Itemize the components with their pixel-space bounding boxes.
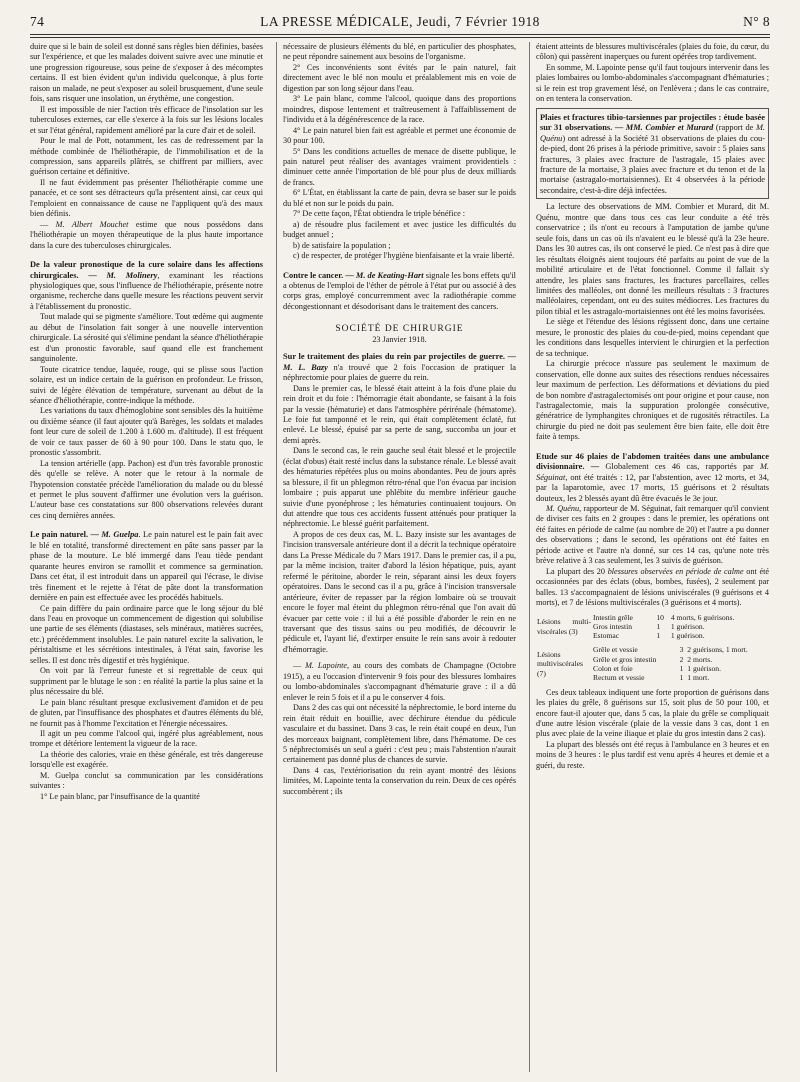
paragraph: Dans le premier cas, le blessé était atteint à la fois d'une plaie du rein droit et du foie : l'hémorragie était abondante, se faisant à la fois par la vessie (hématurie) et dans l'atmosphère périrénale (hématome). Le foie fut tamponné et le rein, qui était complètement éclaté, fut enlevé. Le blessé, épuisé par sa perte de sang, succomba un jour et demi après. <box>283 383 516 445</box>
paragraph: Tout malade qui se pigmente s'améliore. Tout œdème qui augmente au début de l'insolation fait songer à une nouvelle intervention chirurgicale. La sérosité qui s'élimine pendant la séance d'héliothérapie est d'un pronostic favorable, sauf quand elle est franchement sanguinolente. <box>30 312 263 364</box>
table-cell: 1 <box>679 673 684 683</box>
society-title: SOCIÉTÉ DE CHIRURGIE <box>335 324 464 335</box>
paragraph: b) de satisfaire la population ; <box>293 240 391 250</box>
author-name: M. L. Bazy <box>283 362 328 372</box>
paragraph: A propos de ces deux cas, M. L. Bazy insiste sur les avantages de l'incision transversale antérieure dont il a décrit la technique opératoire dans La Presse Médicale du 7 Mars 1917. Dans le premier cas, il a pu, par la même incision, traiter d'abord la lésion hépatique, puis, ayant refermé le péritoine, aborder le rein, séparant ainsi les deux foyers opératoires. Dans le second cas il a pu, grâce à l'incision transversale antérieure, éviter de repasser par la région lombaire où se trouvait encore le foyer mal éteint du phlegmon rétro-rénal que l'on avait dû évacuer par cette voie : il lui a été possible d'aborder le rein en ne traversant que des tissus sains ou peu modifiés, de découvrir le pédicule et, l'ayant lié, d'extirper ensuite le rein sans avoir à redouter d'hémorragie. <box>283 529 516 654</box>
issue-number: N° 8 <box>743 14 770 29</box>
paragraph: La théorie des calories, vraie en thèse générale, est très dangereuse lorsqu'elle est exagérée. <box>30 749 263 770</box>
author-name: MM. Combier et Murard <box>625 123 714 133</box>
paragraph: Ce pain diffère du pain ordinaire parce que le long séjour du blé dans l'eau en provoque un commencement de digestion qui solubilise une partie de ses éléments (diastases, sels minéraux, matières sucrées, etc.) précédemment insolubles. Le pain naturel excite la salivation, le péristaltisme et les sécrétions intestinales, à l'état sain, favorise les selles. Il est donc très digestif et très hygiénique. <box>30 603 263 665</box>
column-1 <box>30 42 263 1078</box>
paragraph: 4° Le pain naturel bien fait est agréable et permet une économie de 30 pour 100. <box>283 125 516 146</box>
column-3 <box>536 42 769 1078</box>
paragraph: M. Quénu, rapporteur de M. Séguinat, fait remarquer qu'il convient de diviser ces faits en 2 groupes : dans le premier, les opérations ont été faites en période de calme (au nombre de 20) et l'autre a pu donner des observations ; dans le second, les opérations ont été faites en période active et l'autre n'a donné, sur ces 14 cas, qu'une note très brève relative à 3 cas seulement, les 3 suivis de guérison. <box>536 504 769 566</box>
paragraph: a) de résoudre plus facilement et avec justice les difficultés du budget annuel ; <box>283 219 516 240</box>
section-heading: Contre le cancer. — M. de Keating-Hart signale les bons effets qu'il a obtenus de l'emploi de l'éther de pétrole à l'état pur ou associé à des corps gras, employé concurremment avec la radiothérapie comme décongestionnant et désodorisant dans le traitement des cancers. <box>283 270 516 311</box>
column-divider <box>529 42 530 1072</box>
table-cell: 2 morts. <box>687 654 713 664</box>
table-cell: 1 guérison. <box>687 664 721 674</box>
session-date: 23 Janvier 1918. <box>372 334 427 344</box>
paragraph: La plupart des blessés ont été reçus à l'ambulance en 3 heures et en moins de 3 heures : le plus tardif est venu après 4 heures et demie et a guéri, du reste. <box>536 739 769 770</box>
author-name: M. Quénu <box>546 504 580 514</box>
paragraph: 5° Dans les conditions actuelles de menace de disette publique, le pain naturel peut réaliser des avantages vraiment providentiels : diminuer cette année l'importation de blé pour plus de deux milliards de francs. <box>283 146 516 187</box>
paragraph: Pour le mal de Pott, notamment, les cas de redressement par la méthode combinée de l'héliothérapie, de l'immobilisation et de la compression, sans appareils plâtrés, se chiffrent par milliers, avec guérison certaine et définitive. <box>30 136 263 177</box>
author-name: M. Lapointe <box>305 661 347 671</box>
table-cell: 4 morts, 6 guérisons. <box>670 612 735 622</box>
table-cell: 1 mort. <box>687 673 710 683</box>
paragraph: On voit par là l'erreur funeste et si regrettable de ceux qui suppriment par le blutage le son : en réalité la partie la plus saine et la plus nécessaire du blé. <box>30 666 263 697</box>
paragraph: — M. Albert Mouchet estime que nous possédons dans l'héliothérapie un moyen thérapeutique de la plus haute importance dans la cure des tuberculoses chirurgicales. <box>30 219 263 250</box>
paragraph: La plupart des 20 blessures observées en période de calme ont été occasionnées par des éclats (obus, bombes, fusées), 2 seulement par balles. 13 s'accompagnaient de lésions univiscérales (9 guérisons et 4 morts), et 7 de lésions multiviscérales (3 guérisons et 4 morts). <box>536 566 769 608</box>
table-cell: 2 guérisons, 1 mort. <box>687 645 748 655</box>
header-rule <box>30 34 770 35</box>
table-cell: 10 <box>656 612 664 622</box>
paragraph: 2° Ces inconvénients sont évités par le pain naturel, fait directement avec le blé non moulu et préalablement mis en voie de digestion par son long séjour dans l'eau. <box>283 62 516 93</box>
section-box <box>536 108 769 200</box>
results-table-1 <box>536 613 769 641</box>
table-cell: Estomac <box>593 631 620 641</box>
paragraph: étaient atteints de blessures multiviscérales (plaies du foie, du cœur, du côlon) qui passèrent inaperçues ou furent opérées trop tardivement. <box>536 42 769 62</box>
page-number: 74 <box>30 14 45 29</box>
table-cell: 1 <box>656 621 661 631</box>
table-cell: Grêle et vessie <box>593 645 638 655</box>
paragraph: — M. Lapointe, au cours des combats de Champagne (Octobre 1915), a eu l'occasion d'intervenir 9 fois pour des blessures lombaires ou lombo-abdominales s'accompagnant d'hématurie grave : il a dû enlever le rein 5 fois et il a pu le conserver 4 fois. <box>283 661 516 702</box>
section-heading: Etude sur 46 plaies de l'abdomen traitées dans une ambulance divisionnaire. — Globalement ces 46 cas, rapportés par M. Séguinat, ont été traités : 12, par l'abstention, avec 12 morts, et 34, par la laparotomie, avec 17 morts, 15 guérisons et 2 résultats douteux, les 2 blessés ayant dû être évacués le 3e jour. <box>536 451 769 503</box>
paragraph: 1° Le pain blanc, par l'insuffisance de la quantité <box>40 791 200 801</box>
section-heading: Plaies et fractures tibio-tarsiennes par projectiles : étude basée sur 31 observations. — MM. Combier et Murard (rapport de M. Quénu) ont adressé à la Société 31 observations de plaies du cou-de-pied, dont 26 prises à la période primitive, savoir : 5 plaies sans fractures, 3 plaies avec fracture de l'astragale, 15 plaies avec fracture de la mortaise, 3 plaies avec fracture et du tenon et de la mortaise (astragalo-mortaisiennes). Et 4 observées à la période secondaire, c'est-à-dire déjà infectées. <box>540 112 766 195</box>
paragraph: Les variations du taux d'hémoglobine sont sensibles dès la huitième ou dixième séance (il faut ajouter qu'à Barèges, les soldats et malades font leur cure de soleil de 1.200 à 1.600 m. d'altitude). Il est fréquent de voir ce taux passer de 60 à 90 pour 100. Dans le statu quo, le pronostic s'assombrit. <box>30 406 263 458</box>
table-cell: Grêle et gros intestin <box>593 654 657 664</box>
paragraph: Le siège et l'étendue des lésions régissent donc, dans une certaine mesure, le pronostic des plaies du cou-de-pied, moins cependant que les conditions dans lesquelles intervient le chirurgien et la perfection de sa technique. <box>536 317 769 358</box>
paragraph: 7° De cette façon, l'État obtiendra le triple bénéfice : <box>293 209 466 219</box>
paragraph: La tension artérielle (app. Pachon) est d'un très favorable pronostic dès qu'elle se relève. A noter que le retour à la normale de l'hypotension constatée précède l'amélioration du malade ou du blessé et permet le plus souvent d'affirmer une évolution vers la guérison. L'auteur base ces constatations sur 800 observations relevées durant ces cinq dernières années. <box>30 458 263 520</box>
table-cell: Colon et foie <box>593 664 633 674</box>
page-header <box>30 14 770 32</box>
paragraph: c) de respecter, de protéger l'hygiène bienfaisante et la vraie liberté. <box>293 251 515 261</box>
paragraph: Le pain blanc résultant presque exclusivement d'amidon et de peu de gluten, par l'insuffisance des phosphates et d'autres éléments du blé, ne fournit pas à l'homme l'excitation et l'énergie nécessaires. <box>30 697 263 728</box>
column-divider <box>276 42 277 1072</box>
table-cell: Rectum et vessie <box>593 673 645 683</box>
journal-title: LA PRESSE MÉDICALE, Jeudi, 7 Février 1918 <box>260 14 540 29</box>
paragraph: Dans le second cas, le rein gauche seul était blessé et le projectile (éclat d'obus) était resté inclus dans la substance rénale. Le blessé avait des hématuries répétées plus ou moins abondantes. Peu de jours après sa blessure, il fit un phlegmon rétro-rénal que l'on évacua par incision lombaire ; puis apparut une phlébite du membre inférieur gauche suivie d'une pyonéphrose ; les hématuries continuaient toujours. On dut attendre que tous ces accidents fussent atténués pour pratiquer la néphrectomie. Le blessé guérit parfaitement. <box>283 446 516 529</box>
table-cell: 2 <box>679 654 684 664</box>
paragraph: Il est impossible de nier l'action très efficace de l'insolation sur les tuberculoses externes, car elle s'exerce à la fois sur les lésions locales et sur l'état général, rapidement amélioré par la cure d'air et de soleil. <box>30 104 263 135</box>
paragraph: Il ne faut évidemment pas présenter l'héliothérapie comme une panacée, et ce sont ses détracteurs qu'la présentent ainsi, car ceux qui l'emploient en connaissance de cause ne l'appliquent qu'à des maux bien définis. <box>30 177 263 219</box>
paragraph: La lecture des observations de MM. Combier et Murard, dit M. Quénu, montre que dans tous ces cas leur conduite a été très conservatrice ; ils n'ont eu recours à l'amputation de jambe qu'une seule fois, dans un cas où ils n'avaient eu le blessé qu'à la 23e heure. Dans les 30 autres cas, ils ont conservé le pied. Ce n'est pas à dire que les résultats éloignés aient toujours été parfaits au point de vue de la mobilité articulaire et de l'état fonctionnel. Comme il fallait s'y attendre, les plaies sans fractures, les fractures parcellaires, celles limitées des malléoles, ont donné les meilleurs résultats : 3 fractures malléolaires, cependant, ont eu des suites médiocres. Les fractures du pilon tibial et les astragalo-mortaisiennes ont été les moins favorisées. <box>536 202 769 316</box>
paragraph: 6° L'État, en établissant la carte de pain, devra se baser sur le poids du blé et non sur le poids du pain. <box>283 188 516 208</box>
paragraph: Dans 2 des cas qui ont nécessité la néphrectomie, le bord interne du rein était réduit en bouillie, avec déchirure étendue du pédicule vasculaire et du bassinet. Dans 3 cas, le rein était coupé en deux, l'un des morceaux baignant, complètement libre, dans l'hématome. De ces 5 néphrectomisés un seul a guéri : c'est peu ; mais l'abstention n'aurait certainement pas donné plus de chances de survie. <box>283 703 516 765</box>
paragraph: Toute cicatrice tendue, laquée, rouge, qui se plisse sous l'action solaire, est un indice certain de la guérison en profondeur. Le frisson, suivi de légère élévation de température, survenant au début de la séance d'héliothérapie, contre-indique la méthode. <box>30 364 263 405</box>
table-cell: 1 <box>679 664 684 674</box>
table-label: Lésions multiviscérales (7) <box>537 650 583 678</box>
column-2 <box>283 42 516 1078</box>
author-name: M. de Keating-Hart <box>355 270 424 280</box>
table-cell: 1 guérison. <box>670 621 705 631</box>
header-rule-2 <box>30 37 770 38</box>
table-cell: 3 <box>679 645 684 655</box>
table-cell: 1 guérison. <box>670 631 705 641</box>
section-heading: Sur le traitement des plaies du rein par projectiles de guerre. — M. L. Bazy n'a trouvé que 2 fois l'occasion de pratiquer la néphrectomie pour plaies de guerre du rein. <box>283 352 516 383</box>
paragraph: La chirurgie précoce n'assure pas seulement le maximum de conservation, elle donne aux suites des résections rendues nécessaires leur maximum de perfection. Les déformations et déviations du pied de bon nombre d'astragalectomisés ont pour origine et pour cause, non l'astragalectomie, mais la suppuration prolongée consécutive, génératrice de lymphangites chroniques et de rugosités rétractiles. La chirurgie du pied ne doit pas seulement être bien faite, elle doit être faite à temps. <box>536 359 769 442</box>
paragraph: Il agit un peu comme l'alcool qui, ingéré plus agréablement, nous trompe et détériore lentement la vigueur de la race. <box>30 729 263 749</box>
paragraph: 3° Le pain blanc, comme l'alcool, quoique dans des proportions moindres, dispose lentement et traîtreusement à l'affaiblissement de l'individu et à la dégénérescence de la race. <box>283 94 516 125</box>
paragraph: M. Guelpa conclut sa communication par les considérations suivantes : <box>30 770 263 791</box>
paragraph: nécessaire de plusieurs éléments du blé, en particulier des phosphates, ne peut répondre sainement aux besoins de l'organisme. <box>283 42 516 62</box>
section-heading: De la valeur pronostique de la cure solaire dans les affections chirurgicales. — M. Molinery, examinant les réactions physiologiques que, sous l'influence de l'héliothérapie, présente notre organisme, recherche dans quelle mesure les réactions peuvent servir à l'établissement du pronostic. <box>30 260 263 311</box>
author-name: M. Guelpa <box>101 530 139 540</box>
section-heading: Le pain naturel. — M. Guelpa. Le pain naturel est le pain fait avec le blé en totalité, transformé directement en pâte sans passer par la phase de la mouture. Le blé immergé dans l'eau tiède pendant quarante heures environ se ramollit et commence sa germination. Dans cet état, il est introduit dans un appareil qui l'écrase, le divise très finement et le rejette à l'état de pâte dont la transformation dernière en pain est effectuée avec les procédés habituels. <box>30 530 263 603</box>
paragraph: En somme, M. Lapointe pense qu'il faut toujours intervenir dans les plaies lombaires ou lombo-abdominales s'accompagnant d'hématuries ; si le rein est trop gravement lésé, on l'enlèvera ; dans le cas contraire, on en tentera la conservation. <box>536 62 769 104</box>
table-cell: 1 <box>656 631 661 641</box>
paragraph: Ces deux tableaux indiquent une forte proportion de guérisons dans les plaies du grêle, 8 guérisons sur 15, soit plus de 50 pour 100, et encore faut-il ajouter que, dans 5 cas, la plaie du grêle se compliquait d'une autre lésion viscérale (plaie de la vessie dans 3 cas, dont 1 en plus avec plaie de la veine iliaque et plaie du gros intestin dans 2 cas). <box>536 687 769 739</box>
paragraph: Dans 4 cas, l'extériorisation du rein ayant montré des lésions limitées, M. Lapointe tenta la conservation du rein. Deux de ces opérés succombèrent ; ils <box>283 765 516 796</box>
author-name: M. Molinery <box>106 270 158 280</box>
results-table-2 <box>536 645 769 682</box>
author-name: M. Séguinat <box>536 462 769 482</box>
author-name: M. Albert Mouchet <box>55 219 129 229</box>
table-cell: Gros intestin <box>593 621 633 631</box>
paragraph: duire que si le bain de soleil est donné sans règles bien définies, basées sur l'expérience, et que les malades doivent suivre avec une minutie et une progression rigoureuse, sous peine de s'exposer à des mécomptes certains. Il est bien évident qu'un individu quelconque, à plus forte raison un malade, ne peut s'exposer au soleil brusquement, d'une seule fois, sans risquer une insolation, un érythème, une congestion. <box>30 42 263 104</box>
table-cell: Intestin grêle <box>593 612 633 622</box>
table-label: Lésions multi-viscérales (3) <box>537 617 591 636</box>
